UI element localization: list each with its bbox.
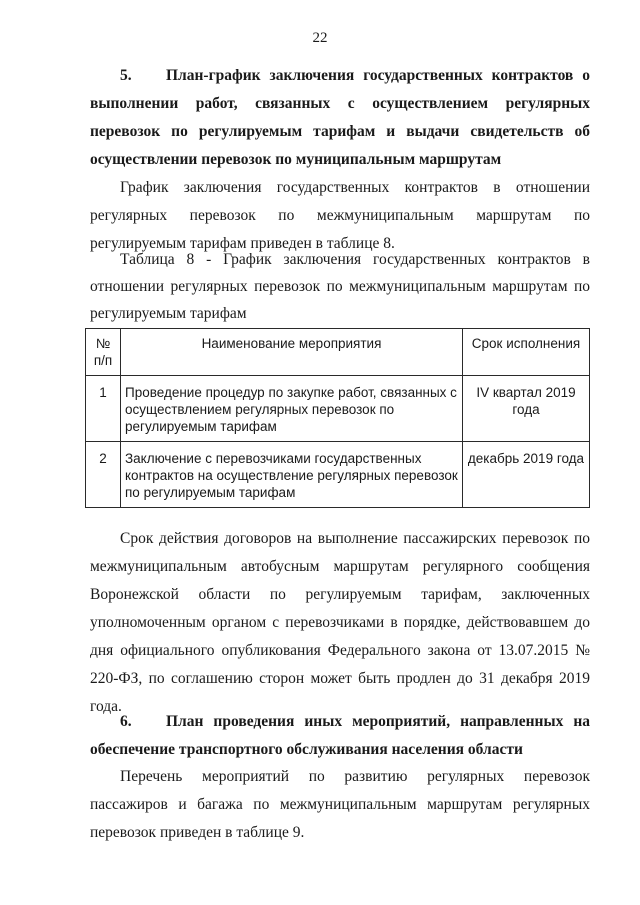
section-5-title: План-график заключения государственных контрактов о выполнении работ, связанных с осуществлением регулярных перевозок по регулируемым тарифам и выдачи свидетельств об осуществлении перевозок по муниципальным маршрутам [90, 67, 590, 168]
section-5-intro: График заключения государственных контрактов в отношении регулярных перевозок по межмуниципальным маршрутам по регулируемым тарифам приведен в таблице 8. [90, 179, 590, 252]
section-6-number: 6. [120, 713, 132, 730]
header-term: Срок исполнения [463, 329, 590, 376]
section-5-heading [90, 62, 590, 174]
page-number: 22 [312, 30, 328, 46]
row-2-name: Заключение с перевозчиками государственных контрактов на осуществление регулярных перевозок по регулируемым тарифам [121, 442, 463, 508]
header-num: № п/п [86, 329, 121, 376]
row-2-term: декабрь 2019 года [463, 442, 590, 508]
row-2-num: 2 [86, 442, 121, 508]
section-5-note: Срок действия договоров на выполнение пассажирских перевозок по межмуниципальным автобусным маршрутам регулярного сообщения Воронежской области по регулируемым тарифам, заключенных уполномоченным органом с перевозчиками в порядке, действовавшем до дня официального опубликования Федерального закона от 13.07.2015 № 220-ФЗ, по соглашению сторон может быть продлен до 31 декабря 2019 года. [90, 530, 590, 715]
row-1-num: 1 [86, 376, 121, 442]
table-row [86, 376, 590, 442]
table-row [86, 442, 590, 508]
table-8-caption: Таблица 8 - График заключения государственных контрактов в отношении регулярных перевозок по межмуниципальным маршрутам по регулируемым тарифам [90, 251, 590, 322]
section-5-number: 5. [120, 67, 132, 84]
table-header-row [86, 329, 590, 376]
section-6-heading [90, 708, 590, 764]
row-1-term: IV квартал 2019 года [463, 376, 590, 442]
table-8 [85, 328, 590, 508]
section-6-title: План проведения иных мероприятий, направленных на обеспечение транспортного обслуживания населения области [90, 713, 590, 758]
header-name: Наименование мероприятия [121, 329, 463, 376]
row-1-name: Проведение процедур по закупке работ, связанных с осуществлением регулярных перевозок по регулируемым тарифам [121, 376, 463, 442]
section-6-intro: Перечень мероприятий по развитию регулярных перевозок пассажиров и багажа по межмуниципальным маршрутам регулярных перевозок приведен в таблице 9. [90, 768, 590, 841]
